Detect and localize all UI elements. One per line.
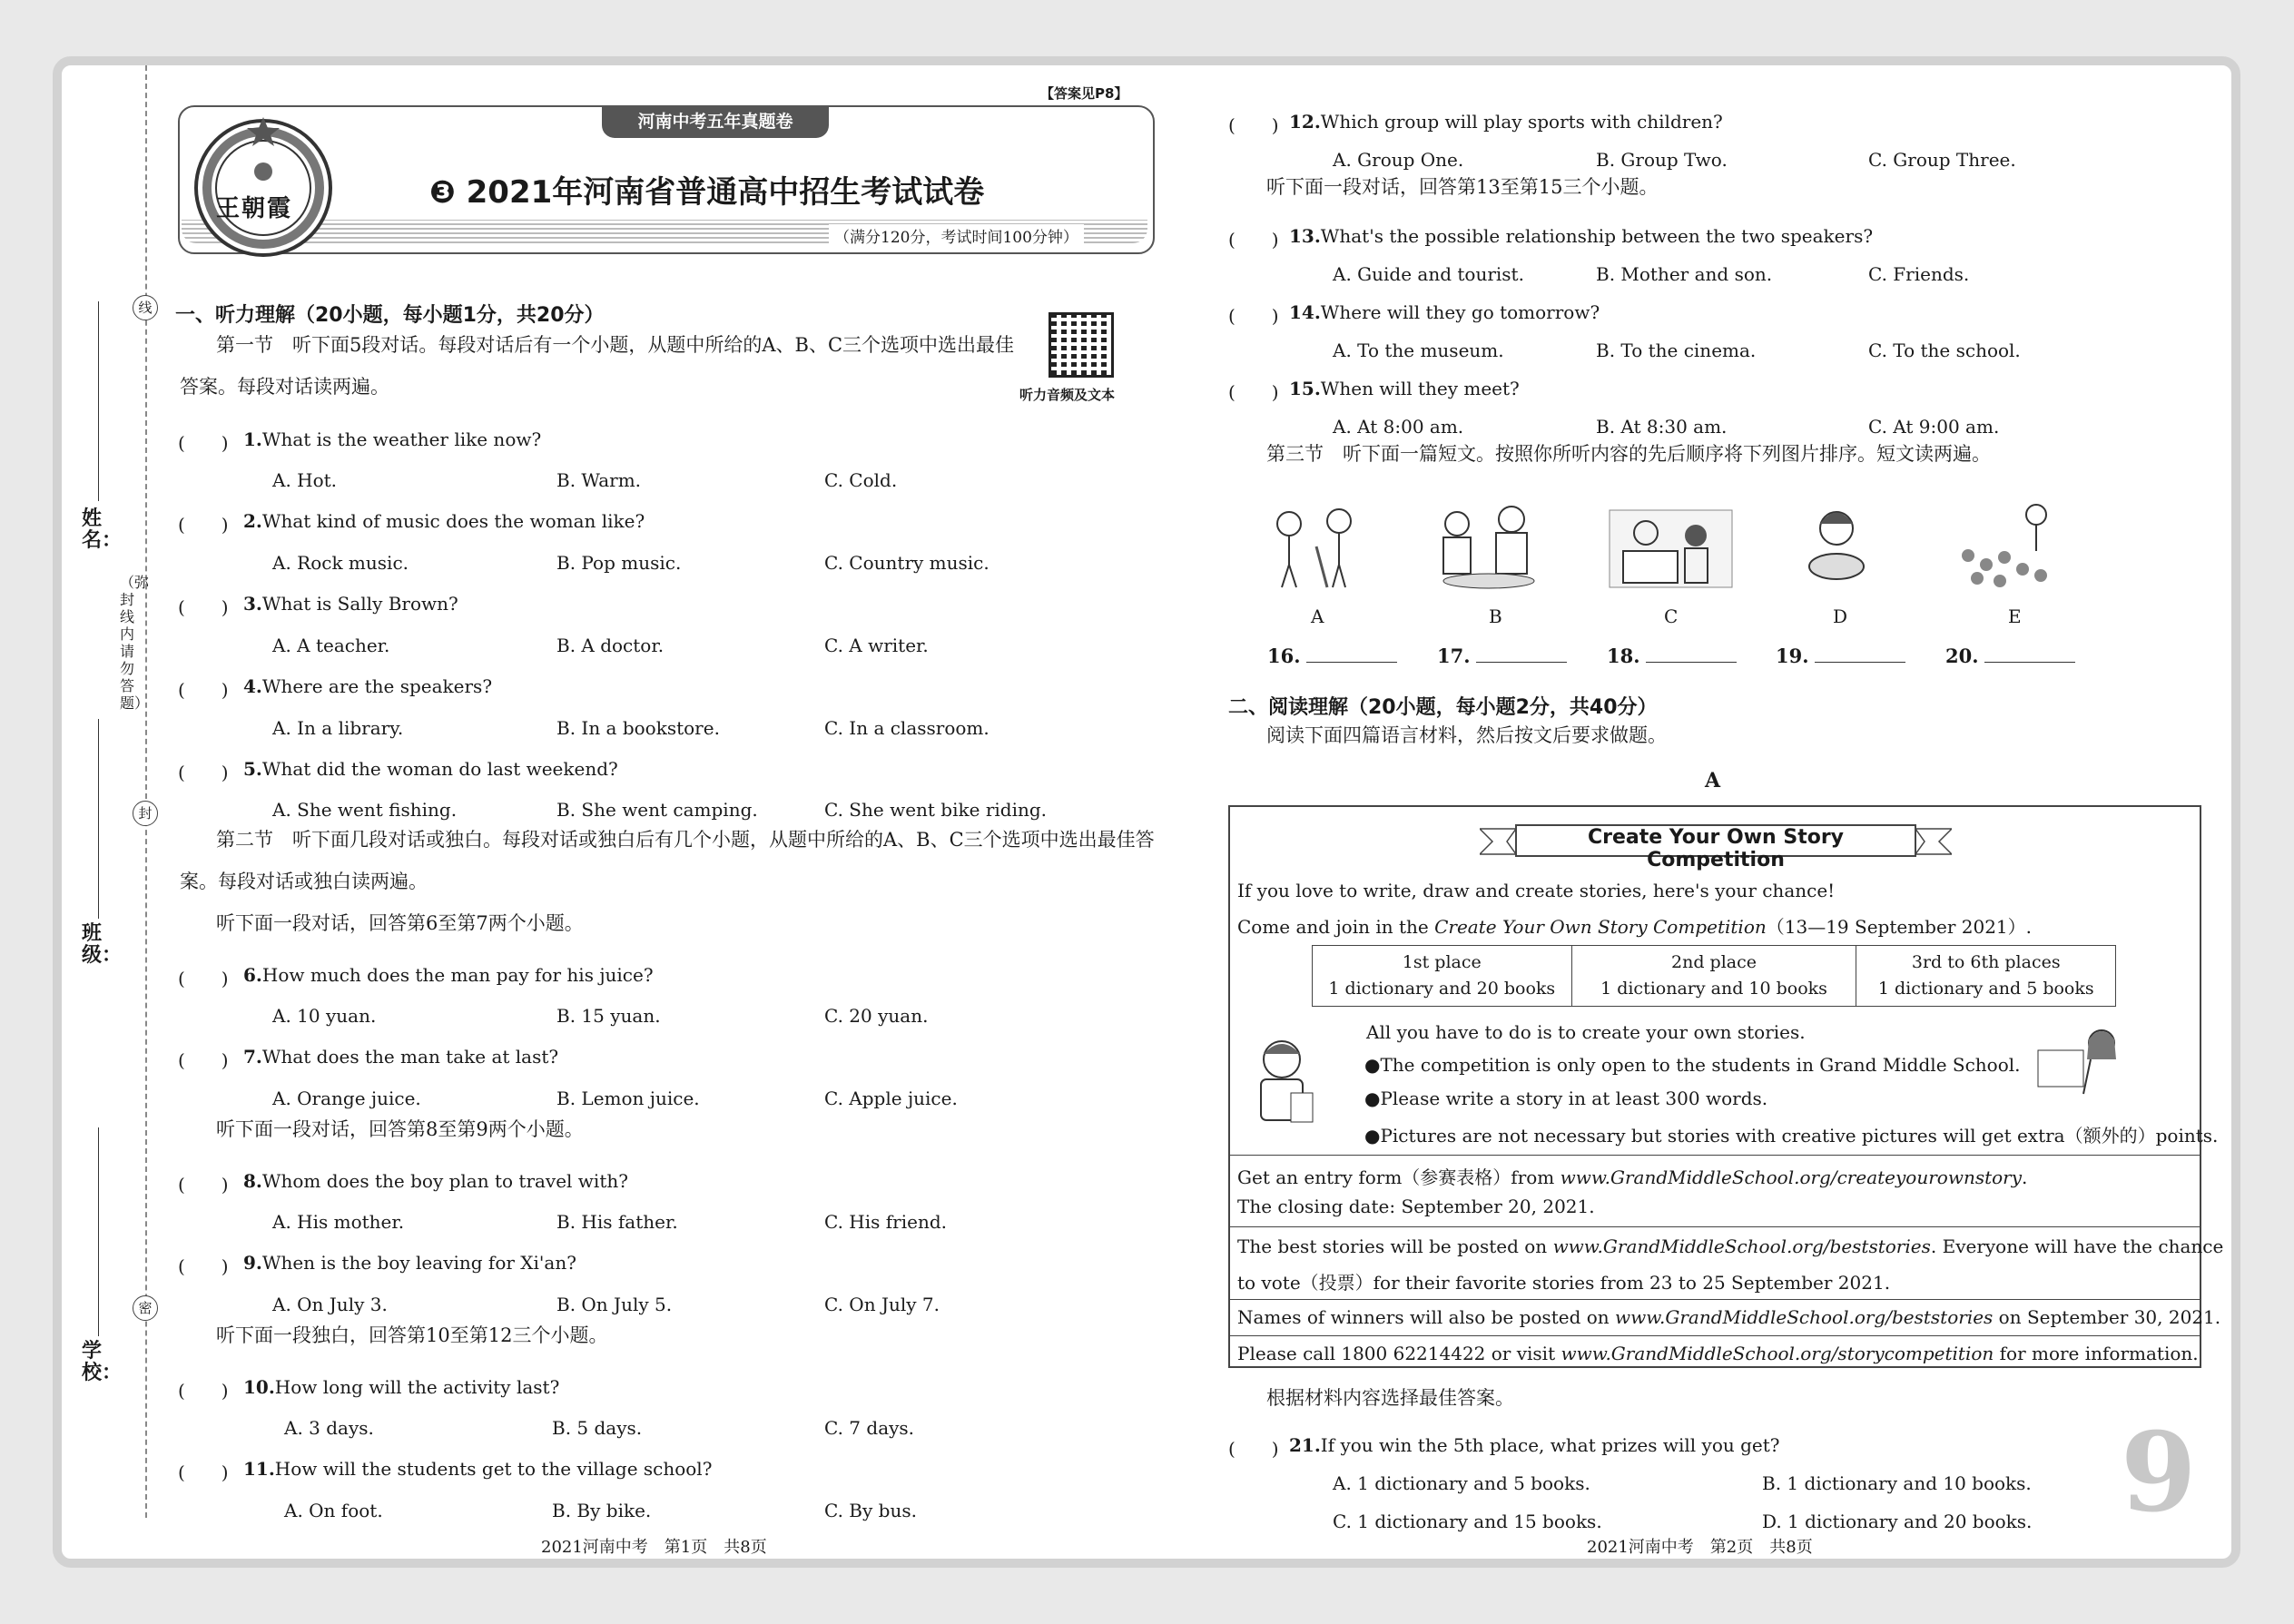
picture-label-e: E [2008, 605, 2022, 627]
option-7c[interactable]: C. Apple juice. [824, 1088, 958, 1109]
rule-2: ●Please write a story in at least 300 words. [1364, 1088, 1768, 1109]
section1-title: 一、听力理解（20小题，每小题1分，共20分） [175, 304, 605, 327]
girl-illustration [2029, 1023, 2129, 1096]
option-3c[interactable]: C. A writer. [824, 635, 929, 656]
answer-paren-11[interactable]: ( ) [178, 1462, 229, 1483]
question-8: 8.Whom does the boy plan to travel with? [243, 1170, 628, 1192]
brand-logo-text: 王朝霞 [216, 195, 293, 222]
series-banner: 河南中考五年真题卷 [602, 105, 829, 138]
option-13a[interactable]: A. Guide and tourist. [1333, 263, 1524, 285]
option-5b[interactable]: B. She went camping. [556, 799, 758, 821]
option-7b[interactable]: B. Lemon juice. [556, 1088, 700, 1109]
entry-form-line: Get an entry form（参赛表格）from www.GrandMiddleSchool.org/createyourownstory. [1237, 1166, 2028, 1188]
option-13c[interactable]: C. Friends. [1868, 263, 1970, 285]
boy-illustration [1241, 1034, 1323, 1134]
name-label: 姓名： [82, 507, 123, 552]
picture-label-c: C [1664, 605, 1679, 627]
option-6c[interactable]: C. 20 yuan. [824, 1005, 929, 1027]
option-14c[interactable]: C. To the school. [1868, 340, 2021, 361]
answer-paren-4[interactable]: ( ) [178, 679, 229, 701]
option-15c[interactable]: C. At 9:00 am. [1868, 416, 2000, 438]
option-1a[interactable]: A. Hot. [272, 469, 338, 491]
answer-paren-7[interactable]: ( ) [178, 1049, 229, 1071]
option-15a[interactable]: A. At 8:00 am. [1333, 416, 1464, 438]
exam-meta: （满分120分，考试时间100分钟） [829, 224, 1084, 247]
question-3: 3.What is Sally Brown? [243, 593, 458, 615]
option-3b[interactable]: B. A doctor. [556, 635, 665, 656]
option-4a[interactable]: A. In a library. [272, 717, 404, 739]
option-6a[interactable]: A. 10 yuan. [272, 1005, 377, 1027]
instruction-8-9: 听下面一段对话，回答第8至第9两个小题。 [216, 1118, 584, 1140]
question-4: 4.Where are the speakers? [243, 675, 493, 697]
prize-cell-3: 3rd to 6th places 1 dictionary and 5 books [1877, 952, 2094, 999]
question-1: 1.What is the weather like now? [243, 428, 542, 450]
option-3a[interactable]: A. A teacher. [272, 635, 390, 656]
answer-paren-15[interactable]: ( ) [1228, 381, 1279, 403]
option-5a[interactable]: A. She went fishing. [272, 799, 458, 821]
option-8a[interactable]: A. His mother. [272, 1211, 405, 1233]
option-21c[interactable]: C. 1 dictionary and 15 books. [1333, 1511, 1602, 1532]
instruction-6-7: 听下面一段对话，回答第6至第7两个小题。 [216, 912, 584, 934]
option-12c[interactable]: C. Group Three. [1868, 149, 2016, 171]
school-field[interactable] [98, 1127, 99, 1336]
answer-blank-20[interactable]: 20. [1945, 645, 2075, 667]
picture-label-d: D [1833, 605, 1848, 627]
passage-label: A [1705, 769, 1721, 792]
class-field[interactable] [98, 719, 99, 919]
poster-divider-3 [1230, 1299, 2200, 1300]
option-10c[interactable]: C. 7 days. [824, 1417, 915, 1439]
exam-title: ❸ 2021年河南省普通高中招生考试试卷 [429, 174, 985, 211]
section2-intro: 阅读下面四篇语言材料，然后按文后要求做题。 [1266, 724, 1667, 746]
prize-cell-2: 2nd place 1 dictionary and 10 books [1572, 946, 1857, 1006]
part1-instruction: 第一节 听下面5段对话。每段对话后有一个小题，从题中所给的A、B、C三个选项中选出最佳答案。每段对话读两遍。 [180, 334, 1015, 398]
name-field[interactable] [98, 301, 99, 501]
seal-hint: （弥封线内请勿答题） [120, 574, 150, 712]
poster-title: Create Your Own Story Competition [1587, 826, 1845, 871]
question-14: 14.Where will they go tomorrow? [1289, 301, 1600, 323]
question-2: 2.What kind of music does the woman like? [243, 510, 645, 532]
option-10a[interactable]: A. 3 days. [284, 1417, 374, 1439]
answer-paren-3[interactable]: ( ) [178, 596, 229, 618]
poster-divider-4 [1230, 1335, 2200, 1336]
question-13: 13.What's the possible relationship between the two speakers? [1289, 225, 1874, 247]
option-12a[interactable]: A. Group One. [1333, 149, 1464, 171]
question-6: 6.How much does the man pay for his juice? [243, 964, 654, 986]
option-1b[interactable]: B. Warm. [556, 469, 642, 491]
option-14a[interactable]: A. To the museum. [1333, 340, 1504, 361]
answer-paren-12[interactable]: ( ) [1228, 114, 1279, 136]
question-11: 11.How will the students get to the village school? [243, 1458, 713, 1480]
option-10b[interactable]: B. 5 days. [552, 1417, 643, 1439]
prize-table [1312, 945, 2116, 1007]
answer-paren-13[interactable]: ( ) [1228, 229, 1279, 251]
option-8b[interactable]: B. His father. [556, 1211, 678, 1233]
q21-instruction: 根据材料内容选择最佳答案。 [1266, 1387, 1514, 1409]
answer-paren-5[interactable]: ( ) [178, 762, 229, 783]
question-5: 5.What did the woman do last weekend? [243, 758, 618, 780]
answer-reference: 【答案见P8】 [1040, 85, 1128, 102]
part2-instruction: 第二节 听下面几段对话或独白。每段对话或独白后有几个小题，从题中所给的A、B、C三个选项中选出最佳答案。每段对话或独白读两遍。 [180, 829, 1155, 892]
option-5c[interactable]: C. She went bike riding. [824, 799, 1048, 821]
question-7: 7.What does the man take at last? [243, 1046, 559, 1068]
answer-blank-16[interactable]: 16. [1267, 645, 1397, 667]
answer-paren-1[interactable]: ( ) [178, 432, 229, 454]
option-8c[interactable]: C. His friend. [824, 1211, 947, 1233]
question-15: 15.When will they meet? [1289, 378, 1520, 399]
seal-mark-secret: 密 [133, 1295, 158, 1321]
instruction-13-15: 听下面一段对话，回答第13至第15三个小题。 [1266, 176, 1659, 198]
qr-label: 听力音频及文本 [1019, 387, 1116, 403]
answer-paren-14[interactable]: ( ) [1228, 305, 1279, 327]
instruction-10-12: 听下面一段独白，回答第10至第12三个小题。 [216, 1324, 608, 1346]
footer-left: 2021河南中考 第1页 共8页 [541, 1538, 767, 1557]
option-2a[interactable]: A. Rock music. [272, 552, 409, 574]
poster-divider-1 [1230, 1155, 2200, 1156]
option-15b[interactable]: B. At 8:30 am. [1596, 416, 1728, 438]
option-12b[interactable]: B. Group Two. [1596, 149, 1728, 171]
answer-blank-17[interactable]: 17. [1437, 645, 1567, 667]
option-21a[interactable]: A. 1 dictionary and 5 books. [1333, 1472, 1590, 1494]
big-page-number: 9 [2121, 1409, 2197, 1537]
option-21d[interactable]: D. 1 dictionary and 20 books. [1762, 1511, 2033, 1532]
answer-paren-21[interactable]: ( ) [1228, 1438, 1279, 1460]
answer-paren-8[interactable]: ( ) [178, 1174, 229, 1196]
option-6b[interactable]: B. 15 yuan. [556, 1005, 661, 1027]
poster-join: Come and join in the Create Your Own Story Competition（13—19 September 2021）. [1237, 916, 2032, 938]
picture-a [1262, 501, 1371, 592]
contact-line: Please call 1800 62214422 or visit www.GrandMiddleSchool.org/storycompetition for more information. [1237, 1343, 2199, 1364]
option-21b[interactable]: B. 1 dictionary and 10 books. [1762, 1472, 2032, 1494]
answer-paren-10[interactable]: ( ) [178, 1380, 229, 1402]
best-stories-line: The best stories will be posted on www.GrandMiddleSchool.org/beststories. Everyone will have the chance [1237, 1235, 2224, 1257]
option-9c[interactable]: C. On July 7. [824, 1294, 940, 1315]
closing-date: The closing date: September 20, 2021. [1237, 1196, 1595, 1217]
option-11c[interactable]: C. By bus. [824, 1500, 917, 1521]
option-2b[interactable]: B. Pop music. [556, 552, 682, 574]
answer-paren-2[interactable]: ( ) [178, 514, 229, 536]
vote-line: to vote（投票）for their favorite stories from 23 to 25 September 2021. [1237, 1272, 1891, 1294]
seal-mark-seal: 封 [133, 801, 158, 826]
class-label: 班级： [82, 922, 123, 967]
answer-blank-18[interactable]: 18. [1607, 645, 1737, 667]
poster [1228, 805, 2224, 1368]
rule-1: ●The competition is only open to the students in Grand Middle School. [1364, 1054, 2021, 1076]
option-14b[interactable]: B. To the cinema. [1596, 340, 1757, 361]
picture-label-b: B [1489, 605, 1502, 627]
option-4b[interactable]: B. In a bookstore. [556, 717, 720, 739]
answer-paren-9[interactable]: ( ) [178, 1255, 229, 1277]
option-7a[interactable]: A. Orange juice. [272, 1088, 421, 1109]
option-1c[interactable]: C. Cold. [824, 469, 898, 491]
question-21: 21.If you win the 5th place, what prizes will you get? [1289, 1434, 1780, 1456]
picture-d [1791, 501, 1882, 592]
poster-divider-2 [1230, 1226, 2200, 1227]
seal-mark-line: 线 [133, 295, 158, 320]
option-11a[interactable]: A. On foot. [284, 1500, 383, 1521]
qr-code[interactable] [1049, 312, 1114, 378]
answer-blank-19[interactable]: 19. [1776, 645, 1905, 667]
question-9: 9.When is the boy leaving for Xi'an? [243, 1252, 576, 1274]
picture-e [1950, 501, 2068, 592]
option-13b[interactable]: B. Mother and son. [1596, 263, 1773, 285]
question-10: 10.How long will the activity last? [243, 1376, 560, 1398]
part3-instruction: 第三节 听下面一篇短文。按照你所听内容的先后顺序将下列图片排序。短文读两遍。 [1266, 443, 1991, 465]
prize-cell-1: 1st place 1 dictionary and 20 books [1313, 946, 1572, 1006]
option-2c[interactable]: C. Country music. [824, 552, 989, 574]
option-4c[interactable]: C. In a classroom. [824, 717, 989, 739]
footer-right: 2021河南中考 第2页 共8页 [1587, 1538, 1813, 1557]
school-label: 学校： [82, 1340, 123, 1384]
exam-sheet [53, 56, 2240, 1568]
answer-paren-6[interactable]: ( ) [178, 968, 229, 989]
option-9b[interactable]: B. On July 5. [556, 1294, 673, 1315]
rule-3: ●Pictures are not necessary but stories with creative pictures will get extra（额外的）points. [1364, 1125, 2219, 1147]
rules-intro: All you have to do is to create your own stories. [1366, 1021, 1806, 1043]
option-11b[interactable]: B. By bike. [552, 1500, 652, 1521]
picture-c [1605, 501, 1737, 592]
question-12: 12.Which group will play sports with children? [1289, 111, 1723, 133]
option-9a[interactable]: A. On July 3. [272, 1294, 388, 1315]
poster-intro: If you love to write, draw and create stories, here's your chance! [1237, 880, 1836, 901]
picture-label-a: A [1311, 605, 1324, 627]
picture-b [1425, 501, 1552, 592]
winners-line: Names of winners will also be posted on www.GrandMiddleSchool.org/beststories on September 30, 2021. [1237, 1306, 2221, 1328]
brand-logo [191, 115, 336, 261]
section2-title: 二、阅读理解（20小题，每小题2分，共40分） [1228, 696, 1658, 719]
